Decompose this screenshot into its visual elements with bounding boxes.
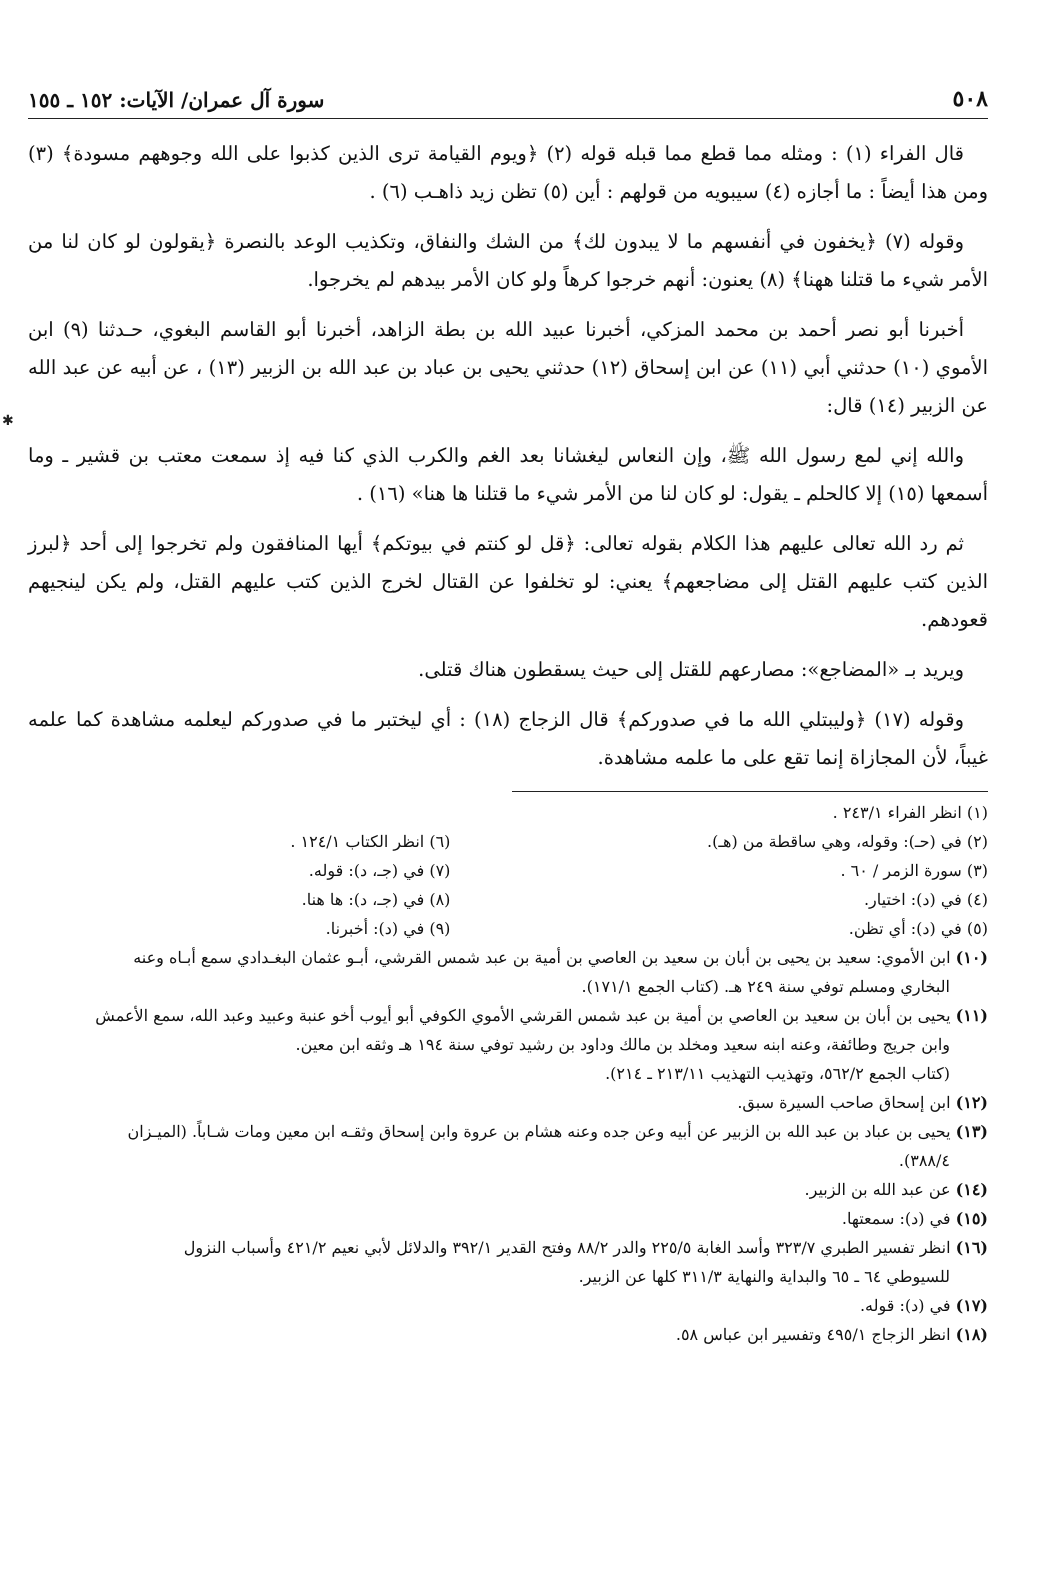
footnote-item	[28, 1001, 988, 1088]
footnote-text: في (د): اختيار.	[863, 890, 962, 909]
footnote-number: (٨)	[429, 890, 451, 909]
footnote-number: (١٦)	[955, 1238, 988, 1257]
footnote-text: انظر الزجاج ٤٩٥/١ وتفسير ابن عباس ٥٨.	[675, 1325, 951, 1344]
paragraph-1: قال الفراء (١) : ومثله مما قطع مما قبله قوله (٢) ﴿ويوم القيامة ترى الذين كذبوا على الله وجوههم مسودة﴾ (٣) ومن هذا أيضاً : ما أجازه (٤) سيبويه من قولهم : أين (٥) تظن زيد ذاهـب (٦) .	[28, 142, 988, 203]
footnote-text: (كتاب الجمع ٥٦٢/٢، وتهذيب التهذيب ٢١٣/١١ ـ ٢١٤).	[605, 1064, 950, 1083]
footnote-item	[28, 1320, 988, 1349]
page-number: ٥٠٨	[952, 86, 988, 112]
footnote-number: (١٥)	[955, 1209, 988, 1228]
footnote-item	[28, 1117, 988, 1175]
footnote-number: (٥)	[966, 919, 988, 938]
page-header	[28, 86, 988, 119]
footnote-text: للسيوطي ٦٤ ـ ٦٥ والبداية والنهاية ٣١١/٣ كلها عن الزبير.	[578, 1267, 950, 1286]
footnote-number: (١٣)	[955, 1122, 988, 1141]
footnote-text: وابن جريج وطائفة، وعنه ابنه سعيد ومخلد بن مالك وداود بن رشيد توفي سنة ١٩٤ هـ وثقه ابن معين.	[295, 1035, 950, 1054]
footnote-row	[28, 914, 988, 943]
footnote-item	[28, 1233, 988, 1291]
footnote-text: في (حـ): وقوله، وهي ساقطة من (هـ).	[707, 832, 962, 851]
footnote-text: ابن إسحاق صاحب السيرة سبق.	[737, 1093, 951, 1112]
footnote-number: (٦)	[429, 832, 451, 851]
footnote-item	[28, 1175, 988, 1204]
footnote-text: في (د): أي تظن.	[848, 919, 962, 938]
footnote-text: في (جـ، د): ها هنا.	[301, 890, 425, 909]
footnote-number: (١٠)	[955, 948, 988, 967]
footnote-text: ٣٨٨/٤).	[898, 1151, 950, 1170]
footnote-text: في (د): سمعتها.	[841, 1209, 951, 1228]
footnote-number: (٢)	[966, 832, 988, 851]
paragraph-6: ويريد بـ «المضاجع»: مصارعهم للقتل إلى حيث يسقطون هناك قتلى.	[418, 658, 964, 681]
footnote-text: يحيى بن أبان بن سعيد بن العاصي بن أمية بن عبد شمس القرشي الأموي الكوفي أبو أيوب أخو عنبة وعبيد وعبد الله، سمع الأعمش	[95, 1006, 951, 1025]
footnote-text: في (جـ، د): قوله.	[308, 861, 425, 880]
footnote-number: (١)	[966, 803, 988, 822]
footnote-text: انظر تفسير الطبري ٣٢٣/٧ وأسد الغابة ٢٢٥/٥ والدر ٨٨/٢ وفتح القدير ٣٩٢/١ والدلائل لأبي نعيم ٤٢١/٢ وأسباب النزول	[183, 1238, 951, 1257]
footnote-text: سورة الزمر / ٦٠ .	[840, 861, 962, 880]
footnote-number: (١٧)	[955, 1296, 988, 1315]
paragraph-3: أخبرنا أبو نصر أحمد بن محمد المزكي، أخبرنا عبيد الله بن بطة الزاهد، أخبرنا أبو القاسم البغوي، حـدثنا (٩) ابن الأموي (١٠) حدثني أبي (١١) عن ابن إسحاق (١٢) حدثني يحيى بن عباد بن عبد الله بن الزبير (١٣) ، عن أبيه عن عبد الله عن الزبير (١٤) قال:	[28, 318, 988, 417]
paragraph-5: ثم رد الله تعالى عليهم هذا الكلام بقوله تعالى: ﴿قل لو كنتم في بيوتكم﴾ أيها المنافقون ولم تخرجوا إلى أحد ﴿لبرز الذين كتب عليهم القتل إلى مضاجعهم﴾ يعني: لو تخلفوا عن القتال لخرج الذين كتب عليهم القتل، ولم يكن لينجيهم قعودهم.	[28, 532, 988, 631]
main-text	[28, 135, 988, 777]
footnote-number: (٧)	[429, 861, 451, 880]
footnote-text: البخاري ومسلم توفي سنة ٢٤٩ هـ. (كتاب الجمع ١٧١/١).	[581, 977, 950, 996]
footnote-item	[28, 943, 988, 1001]
footnote-row	[28, 798, 988, 827]
footnote-text: يحيى بن عباد بن عبد الله بن الزبير عن أبيه وعن جده وعنه هشام بن عروة وابن إسحاق وثقـه ابن معين ومات شـاباً. (الميـزان	[127, 1122, 951, 1141]
footnote-number: (٩)	[429, 919, 451, 938]
running-title: سورة آل عمران/ الآيات: ١٥٢ ـ ١٥٥	[28, 88, 334, 112]
footnote-separator	[512, 791, 988, 792]
paragraph-7: وقوله (١٧) ﴿وليبتلي الله ما في صدوركم﴾ قال الزجاج (١٨) : أي ليختبر ما في صدوركم ليعلمه مشاهدة كما علمه غيباً، لأن المجازاة إنما تقع على ما علمه مشاهدة.	[28, 708, 988, 769]
footnote-item	[28, 1204, 988, 1233]
footnote-text: انظر الفراء ٢٤٣/١ .	[832, 803, 962, 822]
footnote-text: عن عبد الله بن الزبير.	[804, 1180, 951, 1199]
footnote-text: في (د): قوله.	[859, 1296, 951, 1315]
footnote-text: ابن الأموي: سعيد بن يحيى بن أبان بن سعيد بن العاصي بن أمية بن عبد شمس القرشي، أبـو عثمان البغـدادي سمع أبـاه وعنه	[133, 948, 951, 967]
footnote-number: (١٨)	[955, 1325, 988, 1344]
footnote-text: في (د): أخبرنا.	[325, 919, 425, 938]
footnote-item	[28, 1088, 988, 1117]
footnote-number: (١٢)	[955, 1093, 988, 1112]
footnote-number: (٣)	[966, 861, 988, 880]
footnote-number: (١٤)	[955, 1180, 988, 1199]
footnote-row	[28, 885, 988, 914]
footnotes	[28, 798, 988, 1349]
paragraph-2: وقوله (٧) ﴿يخفون في أنفسهم ما لا يبدون لك﴾ من الشك والنفاق، وتكذيب الوعد بالنصرة ﴿يقولون لو كان لنا من الأمر شيء ما قتلنا ههنا﴾ (٨) يعنون: أنهم خرجوا كرهاً ولو كان الأمر بيدهم لم يخرجوا.	[28, 230, 988, 291]
footnote-row	[28, 827, 988, 856]
margin-mark: ✱	[2, 413, 14, 429]
document-page	[28, 86, 988, 1349]
paragraph-4: والله إني لمع رسول الله ﷺ، وإن النعاس ليغشانا بعد الغم والكرب الذي كنا فيه إذ سمعت معتب بن قشير ـ وما أسمعها (١٥) إلا كالحلم ـ يقول: لو كان لنا من الأمر شيء ما قتلنا ها هنا» (١٦) .	[28, 444, 988, 505]
footnote-item	[28, 1291, 988, 1320]
footnote-number: (٤)	[966, 890, 988, 909]
footnote-number: (١١)	[955, 1006, 988, 1025]
footnote-text: انظر الكتاب ١٢٤/١ .	[290, 832, 425, 851]
footnote-row	[28, 856, 988, 885]
